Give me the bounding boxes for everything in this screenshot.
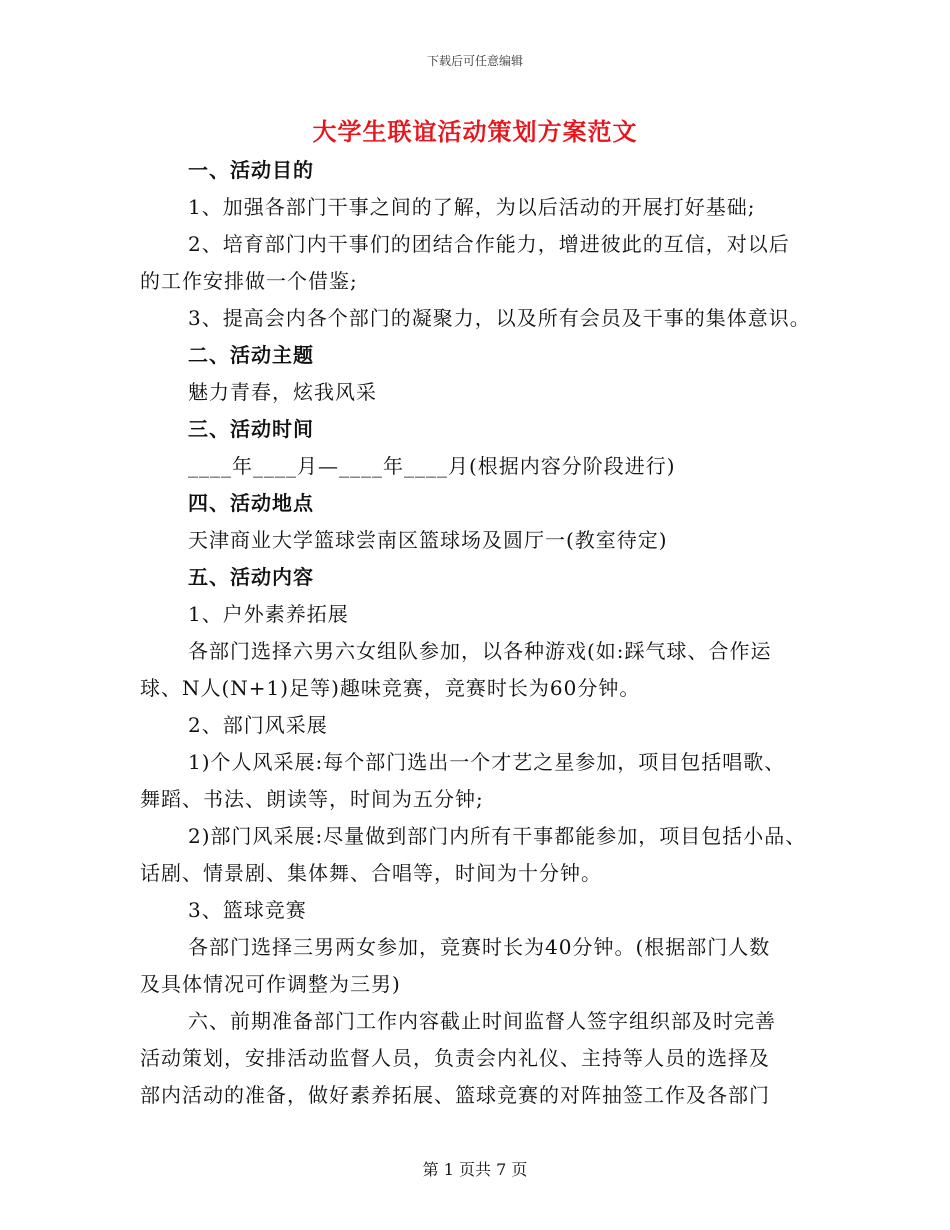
- paragraph-line: 1)个人风采展:每个部门选出一个才艺之星参加，项目包括唱歌、: [188, 750, 786, 774]
- paragraph-line: 魅力青春，炫我风采: [188, 380, 377, 404]
- section-heading: 三、活动时间: [188, 417, 314, 441]
- paragraph-line: 2、培育部门内干事们的团结合作能力，增进彼此的互信，对以后: [188, 232, 790, 256]
- paragraph-line: 舞蹈、书法、朗读等，时间为五分钟;: [140, 787, 484, 811]
- paragraph-line: 1、加强各部门干事之间的了解，为以后活动的开展打好基础;: [188, 195, 756, 219]
- paragraph-line: 话剧、情景剧、集体舞、合唱等，时间为十分钟。: [140, 861, 602, 885]
- paragraph-line: 3、提高会内各个部门的凝聚力，以及所有会员及干事的集体意识。: [188, 306, 811, 330]
- page-footer: 第 1 页共 7 页: [422, 1160, 528, 1179]
- paragraph-line: 2)部门风采展:尽量做到部门内所有干事都能参加，项目包括小品、: [188, 824, 807, 848]
- section-heading: 二、活动主题: [188, 343, 314, 367]
- paragraph-line: 各部门选择三男两女参加，竞赛时长为40分钟。(根据部门人数: [188, 935, 771, 959]
- paragraph-line: 活动策划，安排活动监督人员，负责会内礼仪、主持等人员的选择及: [140, 1046, 770, 1070]
- paragraph-line: 1、户外素养拓展: [188, 602, 349, 626]
- document-title: 大学生联谊活动策划方案范文: [312, 117, 638, 146]
- section-heading: 五、活动内容: [188, 565, 314, 589]
- section-heading: 四、活动地点: [188, 491, 314, 515]
- paragraph-line: 天津商业大学篮球尝南区篮球场及圆厅一(教室待定): [188, 528, 668, 552]
- paragraph-line: 及具体情况可作调整为三男): [140, 972, 401, 996]
- paragraph-line: 各部门选择六男六女组队参加，以各种游戏(如:踩气球、合作运: [188, 639, 772, 663]
- paragraph-line: 的工作安排做一个借鉴;: [140, 269, 358, 293]
- section-heading: 一、活动目的: [188, 158, 314, 182]
- document-body: [140, 152, 820, 1114]
- paragraph-line: 六、前期准备部门工作内容截止时间监督人签字组织部及时完善: [188, 1009, 776, 1033]
- paragraph-line: 2、部门风采展: [188, 713, 328, 737]
- paragraph-line: 球、N人(N+1)足等)趣味竞赛，竞赛时长为60分钟。: [140, 676, 641, 700]
- paragraph-line: 3、篮球竞赛: [188, 898, 307, 922]
- paragraph-line: 部内活动的准备，做好素养拓展、篮球竞赛的对阵抽签工作及各部门: [140, 1083, 770, 1107]
- page-header-note: 下载后可任意编辑: [426, 54, 523, 68]
- paragraph-line: ____年____月—____年____月(根据内容分阶段进行): [188, 454, 676, 478]
